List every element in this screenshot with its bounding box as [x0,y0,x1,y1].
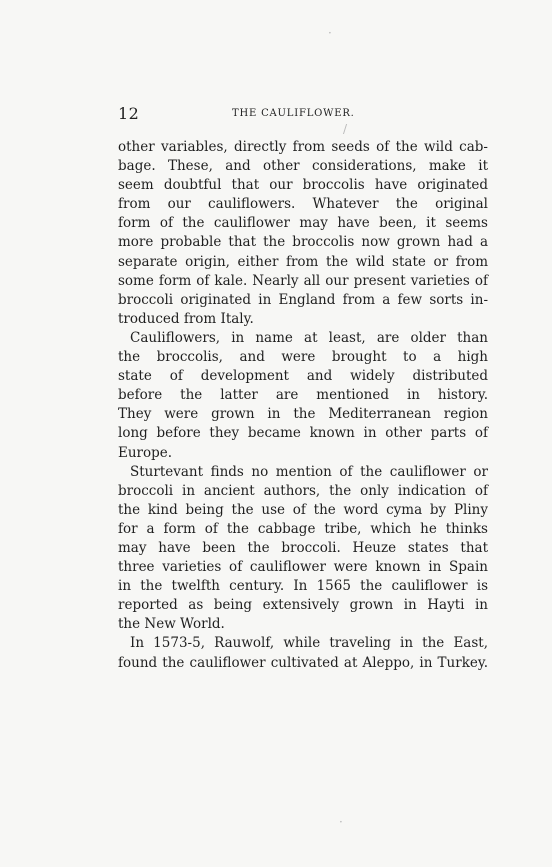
text-line: found the cauliflower cultivated at Aleppo, in Turkey. [118,654,488,671]
text-line: Sturtevant finds no mention of the cauliflower or [130,463,488,480]
page-number: 12 [118,104,140,123]
text-line: for a form of the cabbage tribe, which he thinks [118,520,488,537]
text-line: Europe. [118,444,173,461]
text-line: reported as being extensively grown in Hayti in [118,597,488,614]
text-line: the New World. [118,616,225,633]
text-line: In 1573-5, Rauwolf, while traveling in the East, [130,635,488,652]
text-line: troduced from Italy. [118,310,254,327]
text-line: from our cauliflowers. Whatever the original [118,196,488,213]
running-head: THE CAULIFLOWER. [232,108,355,119]
text-line: form of the cauliflower may have been, it seems [118,215,488,232]
text-line: They were grown in the Mediterranean region [118,406,488,423]
page-header [118,104,486,126]
text-line: state of development and widely distributed [118,368,488,385]
text-line: broccoli originated in England from a few sorts in- [118,291,488,308]
text-line: in the twelfth century. In 1565 the cauliflower is [118,578,488,595]
text-line: broccoli in ancient authors, the only indication of [118,482,488,499]
paper-speck: · [328,26,332,40]
text-line: the kind being the use of the word cyma by Pliny [118,501,488,518]
paper-speck: · [339,815,343,829]
text-line: separate origin, either from the wild state or from [118,253,488,270]
text-line: the broccolis, and were brought to a high [118,349,488,366]
text-line: may have been the broccoli. Heuze states that [118,539,488,556]
text-line: other variables, directly from seeds of the wild cab- [118,139,488,155]
text-line: seem doubtful that our broccolis have originated [118,177,488,194]
text-line: Cauliflowers, in name at least, are older than [130,329,488,346]
text-line: before the latter are mentioned in history. [118,387,488,404]
text-line: long before they became known in other parts of [118,425,488,442]
text-line: bage. These, and other considerations, make it [118,158,488,175]
text-line: more probable that the broccolis now grown had a [118,234,488,251]
text-line: some form of kale. Nearly all our present varieties of [118,272,488,289]
body-text [118,138,488,673]
paper-speck: / [343,122,348,136]
text-line: three varieties of cauliflower were known in Spain [118,559,488,576]
